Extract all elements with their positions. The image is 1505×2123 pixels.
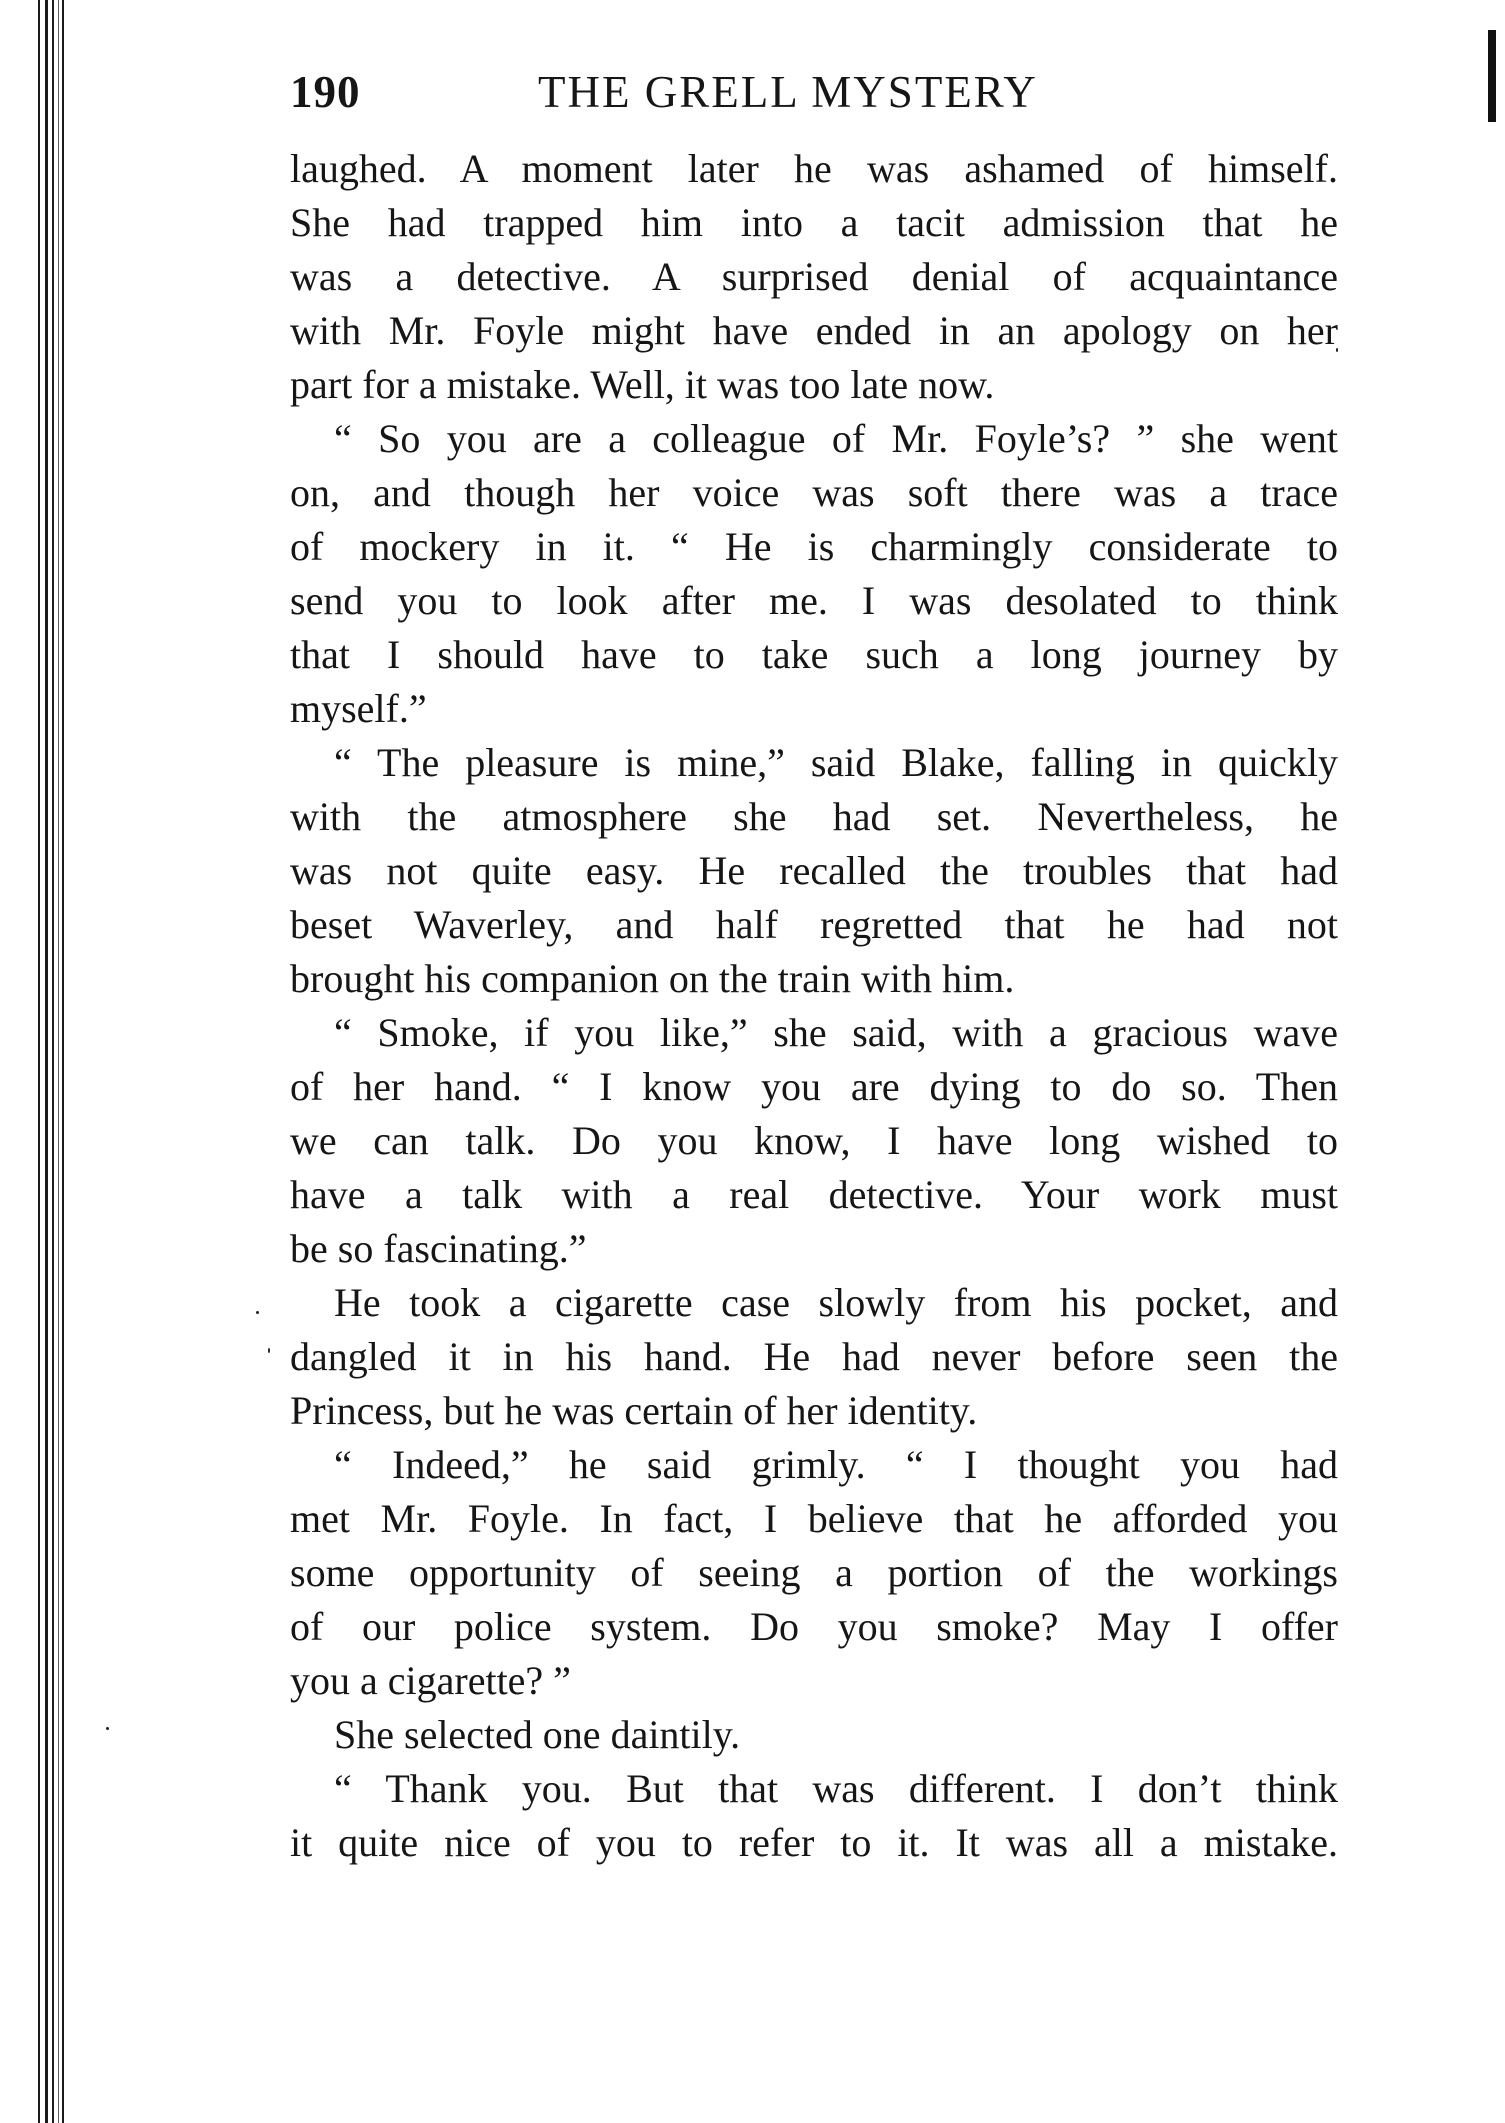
running-title: THE GRELL MYSTERY <box>538 67 1038 117</box>
text-line: beset Waverley, and half regretted that he had not <box>290 902 1338 947</box>
text-line: with Mr. Foyle might have ended in an apology on her <box>290 308 1338 353</box>
page-edge-mark <box>1488 30 1496 122</box>
binding-edge-line <box>58 0 59 2123</box>
text-line: that I should have to take such a long journey by <box>290 632 1338 677</box>
text-line: “ Smoke, if you like,” she said, with a gracious wave <box>334 1010 1338 1055</box>
text-line: “ The pleasure is mine,” said Blake, falling in quickly <box>334 740 1338 785</box>
text-line: myself.” <box>290 686 427 731</box>
text-line: was a detective. A surprised denial of acquaintance <box>290 254 1338 299</box>
scan-speck <box>106 1727 109 1730</box>
text-line: you a cigarette? ” <box>290 1658 571 1703</box>
text-line: of her hand. “ I know you are dying to do so. Then <box>290 1064 1338 1109</box>
text-line: send you to look after me. I was desolated to think <box>290 578 1338 623</box>
text-line: was not quite easy. He recalled the troubles that had <box>290 848 1338 893</box>
text-line: with the atmosphere she had set. Nevertheless, he <box>290 794 1338 839</box>
text-line: it quite nice of you to refer to it. It was all a mistake. <box>290 1820 1338 1865</box>
text-line: laughed. A moment later he was ashamed of himself. <box>290 146 1338 191</box>
text-line: She had trapped him into a tacit admission that he <box>290 200 1338 245</box>
text-line: we can talk. Do you know, I have long wished to <box>290 1118 1338 1163</box>
text-line: have a talk with a real detective. Your work must <box>290 1172 1338 1217</box>
text-line: of our police system. Do you smoke? May I offer <box>290 1604 1338 1649</box>
text-line: of mockery in it. “ He is charmingly considerate to <box>290 524 1338 569</box>
page-header <box>290 66 1340 122</box>
text-line: “ Indeed,” he said grimly. “ I thought you had <box>334 1442 1338 1487</box>
binding-edge-line <box>38 0 40 2123</box>
page-number: 190 <box>290 67 361 117</box>
text-line: She selected one daintily. <box>334 1712 741 1757</box>
text-line: be so fascinating.” <box>290 1226 587 1271</box>
scan-speck <box>268 1348 270 1353</box>
text-line: met Mr. Foyle. In fact, I believe that he afforded you <box>290 1496 1338 1541</box>
text-line: brought his companion on the train with him. <box>290 956 1015 1001</box>
text-line: “ So you are a colleague of Mr. Foyle’s? ” she went <box>334 416 1338 461</box>
scan-speck <box>256 1311 259 1314</box>
body-text <box>290 142 1338 1870</box>
text-line: Princess, but he was certain of her identity. <box>290 1388 978 1433</box>
binding-edge-line <box>52 0 54 2123</box>
text-line: on, and though her voice was soft there was a trace <box>290 470 1338 515</box>
text-line: some opportunity of seeing a portion of the workings <box>290 1550 1338 1595</box>
text-line: “ Thank you. But that was different. I don’t think <box>334 1766 1338 1811</box>
text-line: part for a mistake. Well, it was too late now. <box>290 362 995 407</box>
binding-edge-line <box>62 0 64 2123</box>
binding-edge-line <box>45 0 48 2123</box>
text-line: He took a cigarette case slowly from his pocket, and <box>334 1280 1338 1325</box>
text-line: dangled it in his hand. He had never before seen the <box>290 1334 1338 1379</box>
